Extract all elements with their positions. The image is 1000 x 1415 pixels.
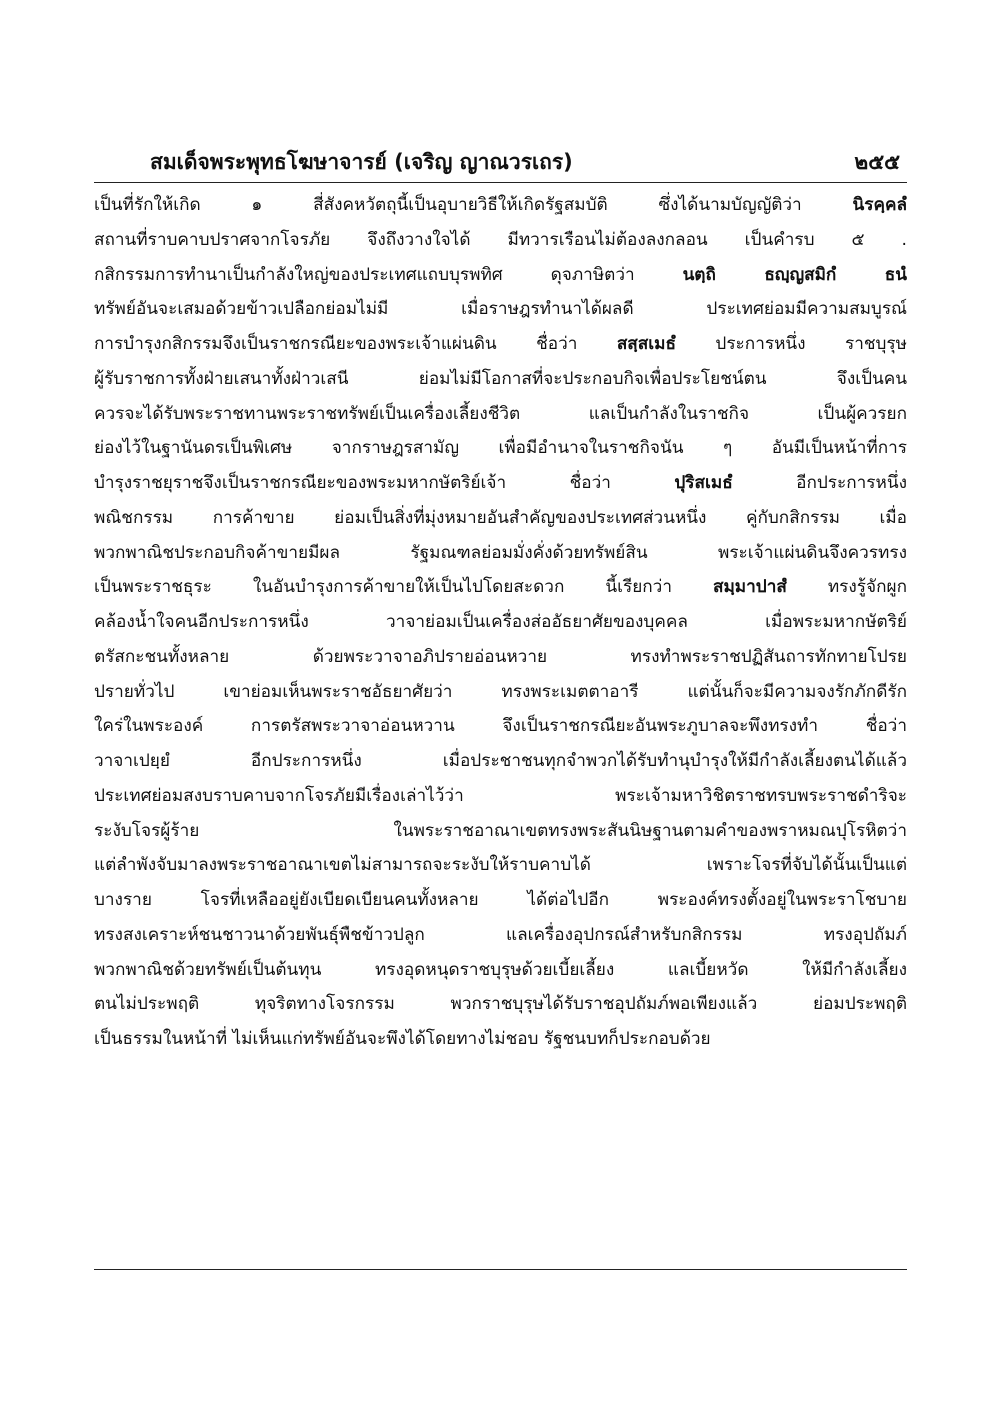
running-header: [150, 146, 900, 180]
text-line: [94, 536, 907, 571]
text-run: เป็นธรรมในหน้าที่ ไม่เห็นแก่ทรัพย์อันจะพึงได้โดยทางไม่ชอบ รัฐชนบทก็ประกอบด้วย: [94, 1029, 711, 1049]
pali-term: สสฺสเมธํ: [616, 334, 676, 354]
text-line: [94, 987, 907, 1022]
text-line: [94, 605, 907, 640]
page-number: ๒๕๕: [854, 150, 900, 174]
text-run: ย่องไว้ในฐานันดรเป็นพิเศษ จากราษฎรสามัญ เพื่อมีอำนาจในราชกิจนัน ๆ อันมีเป็นหน้าที่การ: [94, 438, 907, 459]
text-run: ตนไม่ประพฤติ ทุจริตทางโจรกรรม พวกราชบุรุษได้รับราชอุปถัมภ์พอเพียงแล้ว ย่อมประพฤติ: [94, 994, 907, 1015]
text-run: สถานที่ราบคาบปราศจากโจรภัย จึงถึงวางใจได้ มีทวารเรือนไม่ต้องลงกลอน เป็นคำรบ ๕ .: [94, 229, 907, 250]
pali-term: สมฺมาปาสํ: [712, 577, 787, 598]
text-run: การบำรุงกสิกรรมจึงเป็นราชกรณียะของพระเจ้าแผ่นดิน ชื่อว่า: [94, 334, 617, 354]
running-header-title: สมเด็จพระพุทธโฆษาจารย์ (เจริญ ญาณวรเถร): [150, 150, 573, 174]
text-line: [94, 327, 907, 362]
pali-term: ปุริสเมธํ: [674, 473, 733, 493]
text-line: [94, 397, 907, 432]
text-line: [94, 501, 907, 536]
text-line: [94, 640, 907, 675]
header-rule: [94, 182, 907, 183]
text-line: [94, 292, 907, 327]
text-run: แต่ลำพังจับมาลงพระราชอาณาเขตไม่สามารถจะระงับให้ราบคาบได้ เพราะโจรที่จับได้นั้นเป็นแต่: [94, 855, 907, 876]
text-line: [94, 362, 907, 397]
text-line: [94, 223, 907, 258]
text-run: ประเทศย่อมสงบราบคาบจากโจรภัยมีเรื่องเล่าไว้ว่า พระเจ้ามหาวิชิตราชทรบพระราชดำริจะ: [94, 785, 907, 806]
text-run: บำรุงราชยุราชจึงเป็นราชกรณียะของพระมหากษัตริย์เจ้า ชื่อว่า: [94, 473, 675, 493]
text-run: เป็นที่รักให้เกิด ๑ สี่สังคหวัตถุนี้เป็นอุบายวิธีให้เกิดรัฐสมบัติ ซึ่งได้นามบัญญัติว่า: [94, 195, 853, 215]
text-line: [94, 466, 907, 501]
text-line: [94, 258, 907, 293]
text-line: [94, 918, 907, 953]
text-line: [94, 779, 907, 814]
text-line: [94, 883, 907, 918]
text-run: บางราย โจรที่เหลืออยู่ยังเบียดเบียนคนทั้งหลาย ได้ต่อไปอีก พระองค์ทรงตั้งอยู่ในพระราโชบาย: [94, 890, 907, 910]
text-line: [94, 848, 907, 883]
text-run: คล้องน้ำใจคนอีกประการหนึ่ง วาจาย่อมเป็นเครื่องส่ออัธยาศัยของบุคคล เมื่อพระมหากษัตริย์: [94, 612, 907, 632]
text-line: [94, 709, 907, 744]
pali-term: นตฺถิ ธญฺญสมิกํ ธนํ: [682, 264, 907, 285]
text-run: วาจาเปยฺยํ อีกประการหนึ่ง เมื่อประชาชนทุกจำพวกได้รับทำนุบำรุงให้มีกำลังเลี้ยงตนได้แล้ว: [94, 751, 907, 771]
text-line: [94, 675, 907, 710]
text-line: [94, 1022, 907, 1057]
text-run: ตรัสกะชนทั้งหลาย ด้วยพระวาจาอภิปรายอ่อนหวาย ทรงทำพระราชปฏิสันถารทักทายโปรย: [94, 646, 907, 667]
text-line: [94, 570, 907, 605]
text-run: ควรจะได้รับพระราชทานพระราชทรัพย์เป็นเครื่องเลี้ยงชีวิต แลเป็นกำลังในราชกิจ เป็นผู้ควรยก: [94, 403, 907, 424]
footer-rule: [94, 1269, 907, 1270]
text-run: ปรายทั่วไป เขาย่อมเห็นพระราชอัธยาศัยว่า ทรงพระเมตตาอารี แต่นั้นก็จะมีความจงรักภักดีรัก: [94, 681, 907, 702]
text-run: อีกประการหนึ่ง: [732, 473, 907, 493]
text-run: ทรงรู้จักผูก: [786, 577, 907, 598]
text-line: [94, 814, 907, 849]
text-run: ทรัพย์อันจะเสมอด้วยข้าวเปลือกย่อมไม่มี เมื่อราษฎรทำนาได้ผลดี ประเทศย่อมมีความสมบูรณ์: [94, 299, 907, 320]
text-run: พณิชกรรม การค้าขาย ย่อมเป็นสิ่งที่มุ่งหมายอันสำคัญของประเทศส่วนหนึ่ง คู่กับกสิกรรม เมื่อ: [94, 507, 907, 528]
text-line: [94, 953, 907, 988]
text-line: [94, 188, 907, 223]
text-run: เป็นพระราชธุระ ในอันบำรุงการค้าขายให้เป็นไปโดยสะดวก นี้เรียกว่า: [94, 577, 713, 598]
pali-term: นิรคฺคลํ: [852, 195, 907, 215]
text-run: ทรงสงเคราะห์ชนชาวนาด้วยพันธุ์พืชข้าวปลูก แลเครื่องอุปกรณ์สำหรับกสิกรรม ทรงอุปถัมภ์: [94, 924, 907, 945]
text-run: พวกพาณิชประกอบกิจค้าขายมีผล รัฐมณฑลย่อมมั่งคั่งด้วยทรัพย์สิน พระเจ้าแผ่นดินจึงควรทรง: [94, 542, 907, 563]
text-run: ผู้รับราชการทั้งฝ่ายเสนาทั้งฝ่าวเสนี ย่อมไม่มีโอกาสที่จะประกอบกิจเพื่อประโยชน์ตน จึงเป็นคน: [94, 368, 907, 389]
text-run: ใคร่ในพระองค์ การตรัสพระวาจาอ่อนหวาน จึงเป็นราชกรณียะอันพระภูบาลจะพึงทรงทำ ชื่อว่า: [94, 716, 907, 737]
text-line: [94, 744, 907, 779]
text-run: ระงับโจรผู้ร้าย ในพระราชอาณาเขตทรงพระสันนิษฐานตามคำของพราหมณปุโรหิตว่า: [94, 820, 907, 841]
body-text: [94, 188, 907, 1057]
text-run: ประการหนึ่ง ราชบุรุษ: [675, 334, 907, 354]
text-run: พวกพาณิชด้วยทรัพย์เป็นต้นทุน ทรงอุดหนุดราชบุรุษด้วยเบี้ยเลี้ยง แลเบี้ยหวัด ให้มีกำลังเลี้ยง: [94, 959, 907, 980]
text-line: [94, 431, 907, 466]
text-run: กสิกรรมการทำนาเป็นกำลังใหญ่ของประเทศแถบบุรพทิศ ดุจภาษิตว่า: [94, 264, 683, 285]
